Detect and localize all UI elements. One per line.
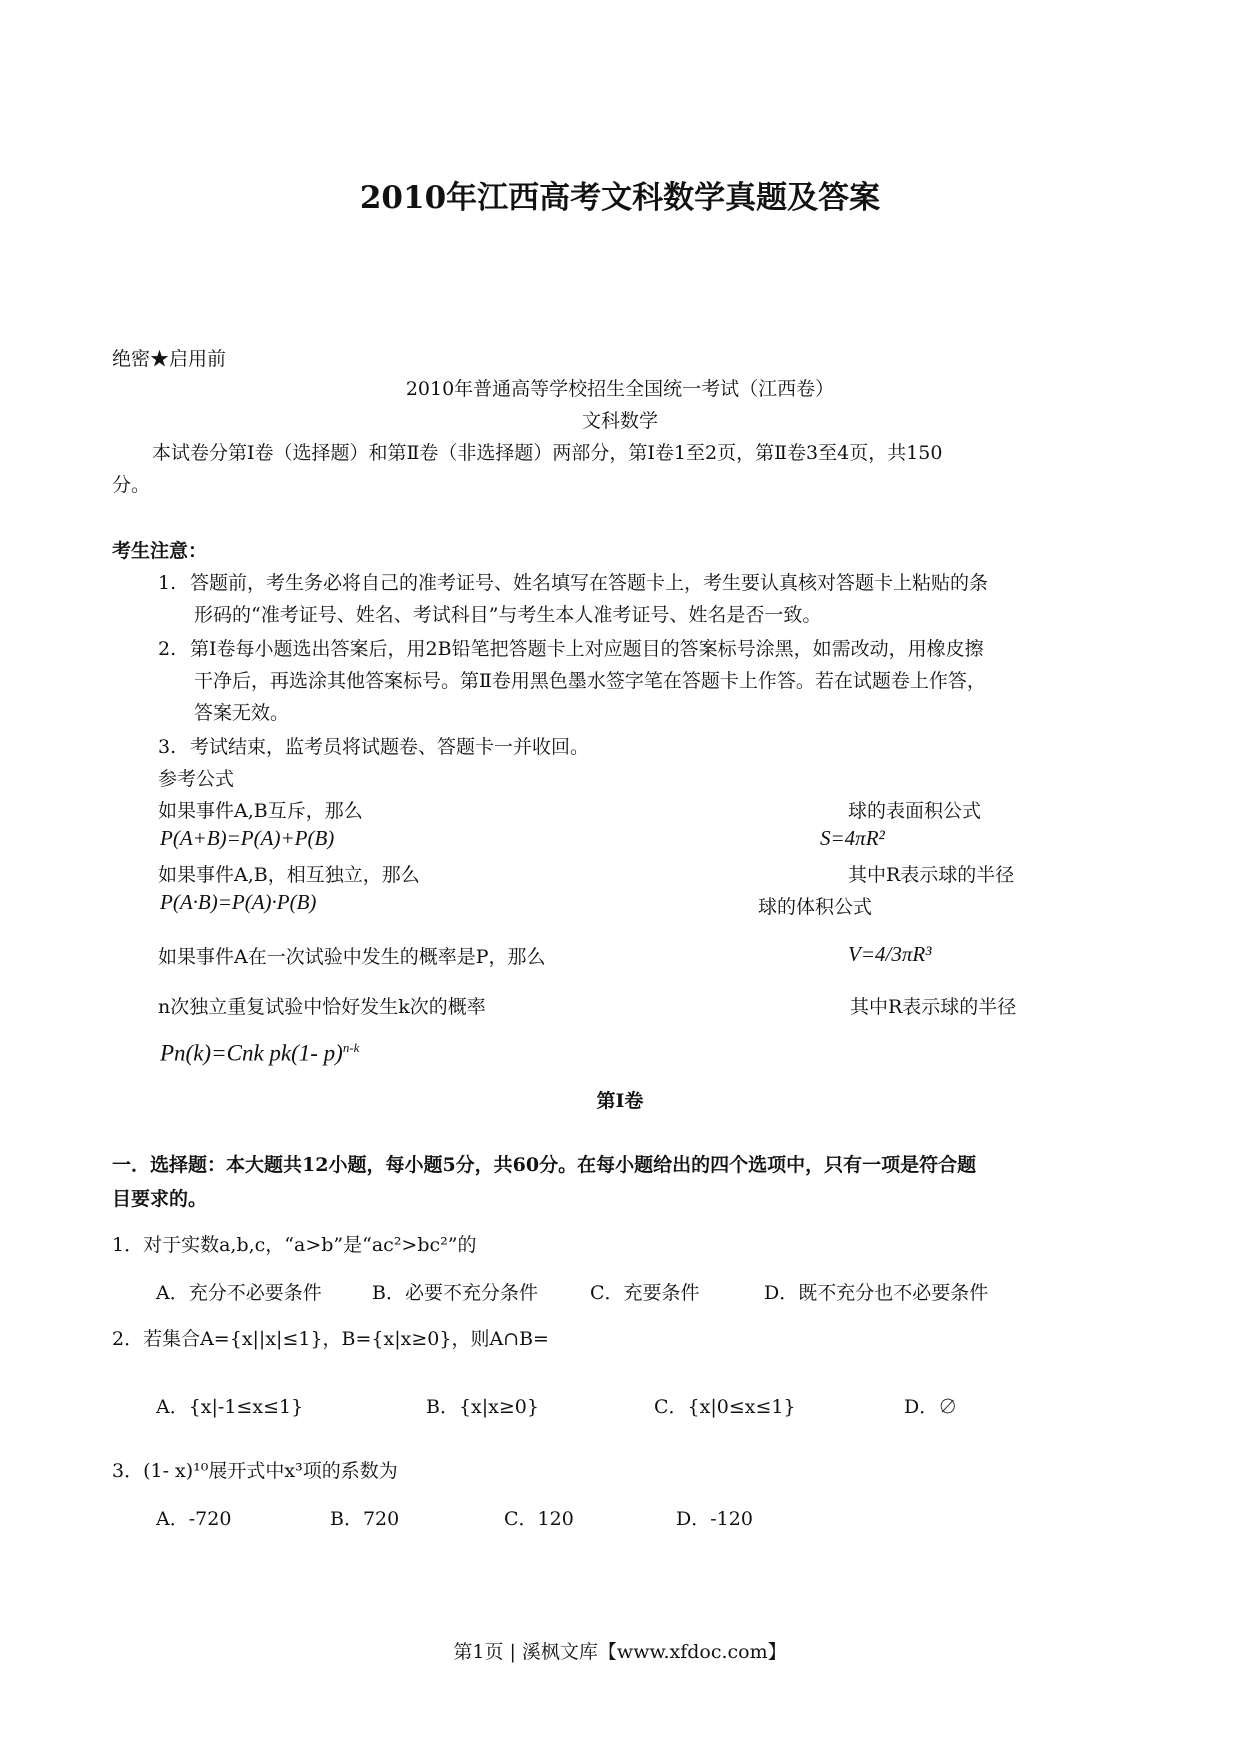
formula-radius-note-1: 其中R表示球的半径 [848, 864, 1015, 886]
formula-heading: 参考公式 [158, 768, 235, 790]
formula-radius-note-2: 其中R表示球的半径 [850, 996, 1017, 1018]
option-b: B．必要不充分条件 [372, 1282, 538, 1304]
formula-multiplication-rule: P(A·B)=P(A)·P(B) [160, 890, 317, 914]
question-stem: 3．(1- x)¹⁰展开式中x³项的系数为 [112, 1460, 398, 1482]
option-c: C．120 [504, 1508, 574, 1530]
notice-item-2-cont2: 答案无效。 [194, 702, 290, 724]
option-c: C．{x|0≤x≤1} [654, 1396, 796, 1418]
option-a: A．充分不必要条件 [156, 1282, 322, 1304]
formula-text-bernoulli: n次独立重复试验中恰好发生k次的概率 [158, 996, 486, 1018]
notice-item-1-cont: 形码的“准考证号、姓名、考试科目”与考生本人准考证号、姓名是否一致。 [194, 604, 822, 626]
formula-sphere-area-label: 球的表面积公式 [848, 800, 982, 822]
notice-item-2-cont: 干净后，再选涂其他答案标号。第Ⅱ卷用黑色墨水签字笔在答题卡上作答。若在试题卷上作答， [194, 670, 986, 692]
notice-item-text: 考试结束，监考员将试题卷、答题卡一并收回。 [190, 736, 590, 758]
exam-name: 2010年普通高等学校招生全国统一考试（江西卷） [405, 378, 835, 400]
secret-label: 绝密★启用前 [112, 348, 227, 370]
intro-text-line-1: 本试卷分第Ⅰ卷（选择题）和第Ⅱ卷（非选择题）两部分，第Ⅰ卷1至2页，第Ⅱ卷3至4页，共150 [152, 442, 943, 464]
formula-text-independent: 如果事件A,B，相互独立，那么 [158, 864, 420, 886]
formula-sphere-volume-label: 球的体积公式 [758, 896, 873, 918]
option-b: B．720 [330, 1508, 400, 1530]
intro-text-line-2: 分。 [112, 474, 151, 496]
page-footer: 第1页 | 溪枫文库【www.xfdoc.com】 [453, 1641, 787, 1663]
formula-addition-rule: P(A+B)=P(A)+P(B) [160, 826, 335, 850]
formula-text-probability: 如果事件A在一次试验中发生的概率是P，那么 [158, 946, 546, 968]
option-a: A．{x|-1≤x≤1} [156, 1396, 304, 1418]
formula-sphere-area: S=4πR² [820, 826, 885, 850]
page-title: 2010年江西高考文科数学真题及答案 [359, 180, 881, 216]
option-a: A．-720 [156, 1508, 232, 1530]
formula-text-exclusive: 如果事件A,B互斥，那么 [158, 800, 363, 822]
notice-item-number: 3. [158, 736, 177, 758]
question-stem: 2．若集合A={x||x|≤1}，B={x|x≥0}，则A∩B= [112, 1328, 549, 1350]
subject-name: 文科数学 [581, 410, 658, 432]
formula-sphere-volume: V=4/3πR³ [848, 942, 932, 966]
question-stem: 1．对于实数a,b,c，“a>b”是“ac²>bc²”的 [112, 1234, 477, 1256]
notice-item-number: 2. [158, 638, 177, 660]
formula-binomial-exponent: n-k [342, 1040, 360, 1055]
notice-item-1 [158, 568, 988, 595]
option-b: B．{x|x≥0} [426, 1396, 539, 1418]
notice-item-3 [158, 732, 589, 759]
notice-item-2 [158, 634, 984, 661]
notice-item-text: 第Ⅰ卷每小题选出答案后，用2B铅笔把答题卡上对应题目的答案标号涂黑，如需改动，用橡皮擦 [190, 638, 984, 660]
option-d: D．∅ [904, 1396, 958, 1418]
formula-binomial-main: Pn(k)=Cnk pk(1- p) [160, 1040, 343, 1066]
section-instruction-line-1: 一．选择题：本大题共12小题，每小题5分，共60分。在每小题给出的四个选项中，只有一项是符合题 [112, 1154, 977, 1176]
notice-item-text: 答题前，考生务必将自己的准考证号、姓名填写在答题卡上，考生要认真核对答题卡上粘贴的条 [190, 572, 989, 594]
section-instruction-line-2: 目要求的。 [112, 1188, 208, 1210]
notice-item-number: 1. [158, 572, 177, 594]
formula-binomial [160, 1040, 359, 1067]
part-one-heading: 第Ⅰ卷 [596, 1090, 644, 1112]
option-c: C．充要条件 [590, 1282, 700, 1304]
notice-heading: 考生注意： [112, 540, 208, 562]
option-d: D．既不充分也不必要条件 [764, 1282, 989, 1304]
option-d: D．-120 [676, 1508, 753, 1530]
